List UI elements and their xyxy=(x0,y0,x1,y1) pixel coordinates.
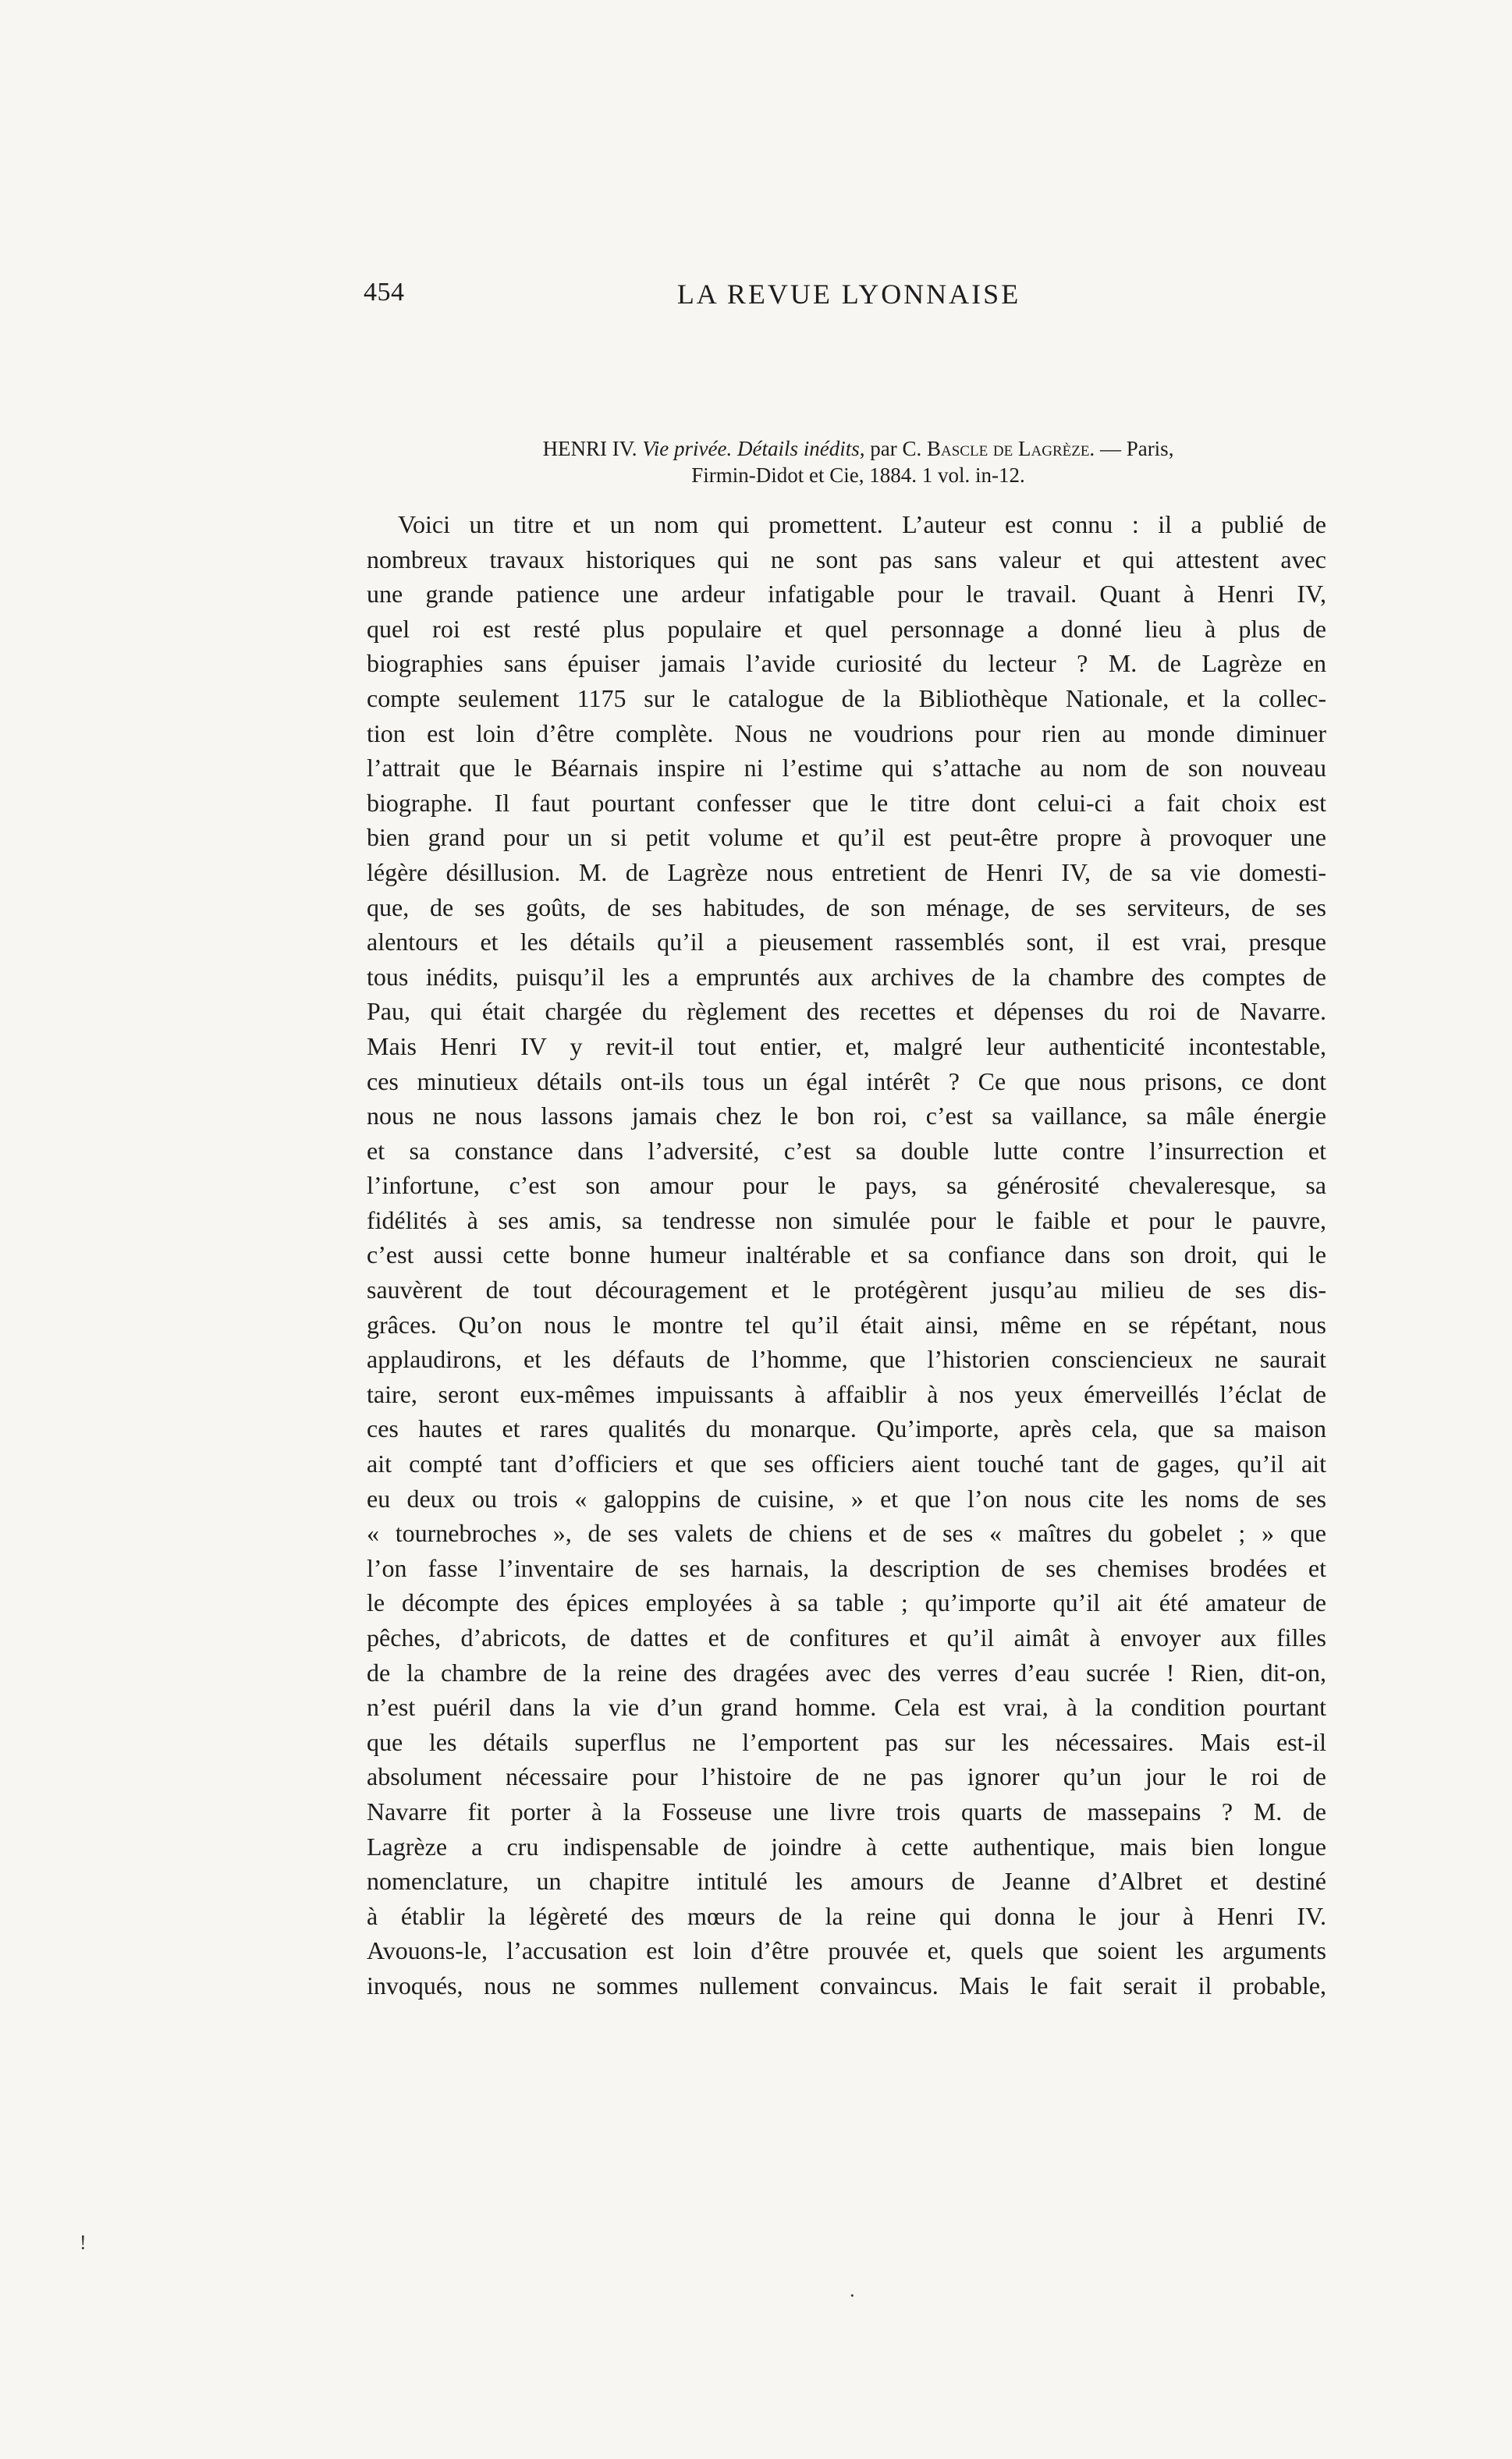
text-line: l’infortune, c’est son amour pour le pays, sa générosité chevaleresque, sa xyxy=(367,1171,1326,1200)
text-line: ces hautes et rares qualités du monarque. Qu’importe, après cela, que sa maison xyxy=(367,1414,1326,1443)
text-line: « tournebroches », de ses valets de chiens et de ses « maîtres du gobelet ; » que xyxy=(367,1519,1326,1548)
page-number: 454 xyxy=(364,278,405,307)
text-line: Lagrèze a cru indispensable de joindre à cette authentique, mais bien longue xyxy=(367,1832,1326,1861)
text-line: ait compté tant d’officiers et que ses officiers aient touché tant de gages, qu’il ait xyxy=(367,1449,1326,1478)
text-line: applaudirons, et les défauts de l’homme, que l’historien consciencieux ne saurait xyxy=(367,1345,1326,1374)
text-line: alentours et les détails qu’il a pieusement rassemblés sont, il est vrai, presque xyxy=(367,928,1326,956)
text-line: à établir la légèreté des mœurs de la reine qui donna le jour à Henri IV. xyxy=(367,1901,1326,1930)
running-title: LA REVUE LYONNAISE xyxy=(676,279,1021,310)
text-line: fidélités à ses amis, sa tendresse non simulée pour le faible et pour le pauvre, xyxy=(367,1205,1326,1234)
text-line: absolument nécessaire pour l’histoire de ne pas ignorer qu’un jour le roi de xyxy=(367,1762,1326,1791)
text-line: de la chambre de la reine des dragées avec des verres d’eau sucrée ! Rien, dit-on, xyxy=(367,1658,1326,1687)
text-line: bien grand pour un si petit volume et qu’il est peut-être propre à provoquer une xyxy=(367,823,1326,852)
text-line: Avouons-le, l’accusation est loin d’être prouvée et, quels que soient les arguments xyxy=(367,1936,1326,1965)
text-line: biographe. Il faut pourtant confesser que le titre dont celui-ci a fait choix est xyxy=(367,788,1326,817)
text-line: une grande patience une ardeur infatigable pour le travail. Quant à Henri IV, xyxy=(367,580,1326,609)
biblio-author: HENRI IV. xyxy=(542,437,637,460)
biblio-line-2: Firmin-Didot et Cie, 1884. 1 vol. in-12. xyxy=(691,463,1025,487)
review-body xyxy=(367,507,1326,2003)
page-header xyxy=(364,278,1334,325)
biblio-by: par xyxy=(870,437,897,460)
text-line: grâces. Qu’on nous le montre tel qu’il était ainsi, même en se répétant, nous xyxy=(367,1310,1326,1339)
text-line: quel roi est resté plus populaire et quel personnage a donné lieu à plus de xyxy=(367,614,1326,643)
text-line: nombreux travaux historiques qui ne sont pas sans valeur et qui attestent avec xyxy=(367,545,1326,573)
biblio-title: Vie privée. Détails inédits, xyxy=(642,437,865,460)
text-line: Pau, qui était chargée du règlement des recettes et dépenses du roi de Navarre. xyxy=(367,997,1326,1026)
bibliographic-reference xyxy=(445,435,1272,488)
text-line: le décompte des épices employées à sa table ; qu’importe qu’il ait été amateur de xyxy=(367,1588,1326,1617)
text-line: biographies sans épuiser jamais l’avide curiosité du lecteur ? M. de Lagrèze en xyxy=(367,649,1326,678)
text-line: ces minutieux détails ont-ils tous un égal intérêt ? Ce que nous prisons, ce dont xyxy=(367,1066,1326,1095)
text-line: légère désillusion. M. de Lagrèze nous entretient de Henri IV, de sa vie domesti- xyxy=(367,857,1326,886)
biblio-initial: C. xyxy=(902,437,922,460)
text-line: nous ne nous lassons jamais chez le bon roi, c’est sa vaillance, sa mâle énergie xyxy=(367,1102,1326,1130)
text-line: pêches, d’abricots, de dattes et de confitures et qu’il aimât à envoyer aux filles xyxy=(367,1623,1326,1652)
text-line: taire, seront eux-mêmes impuissants à affaiblir à nos yeux émerveillés l’éclat de xyxy=(367,1379,1326,1408)
biblio-line-1 xyxy=(445,435,1272,462)
text-line: et sa constance dans l’adversité, c’est sa double lutte contre l’insurrection et xyxy=(367,1136,1326,1165)
text-line: sauvèrent de tout découragement et le protégèrent jusqu’au milieu de ses dis- xyxy=(367,1276,1326,1304)
text-line: l’attrait que le Béarnais inspire ni l’estime qui s’attache au nom de son nouveau xyxy=(367,754,1326,782)
text-line: que les détails superflus ne l’emportent pas sur les nécessaires. Mais est-il xyxy=(367,1727,1326,1756)
text-line: invoqués, nous ne sommes nullement convaincus. Mais le fait serait il probable, xyxy=(367,1971,1326,1999)
text-line: c’est aussi cette bonne humeur inaltérable et sa confiance dans son droit, qui le xyxy=(367,1240,1326,1269)
margin-mark: ǃ xyxy=(80,2231,87,2254)
text-line: compte seulement 1175 sur le catalogue de la Bibliothèque Nationale, et la collec- xyxy=(367,683,1326,712)
text-line: eu deux ou trois « galoppins de cuisine, » et que l’on nous cite les noms de ses xyxy=(367,1484,1326,1513)
text-line: n’est puéril dans la vie d’un grand homme. Cela est vrai, à la condition pourtant xyxy=(367,1693,1326,1722)
text-line: nomenclature, un chapitre intitulé les amours de Jeanne d’Albret et destiné xyxy=(367,1867,1326,1896)
text-line: tion est loin d’être complète. Nous ne voudrions pour rien au monde diminuer xyxy=(367,719,1326,747)
text-line: Navarre fit porter à la Fosseuse une livre trois quarts de massepains ? M. de xyxy=(367,1797,1326,1826)
biblio-name: Bascle de Lagrèze. xyxy=(927,437,1095,460)
text-line: Voici un titre et un nom qui promettent. L’auteur est connu : il a publié de xyxy=(398,510,1326,538)
stray-mark: · xyxy=(849,2284,856,2307)
biblio-place: — Paris, xyxy=(1099,437,1174,460)
text-line: l’on fasse l’inventaire de ses harnais, la description de ses chemises brodées et xyxy=(367,1553,1326,1582)
text-line: que, de ses goûts, de ses habitudes, de son ménage, de ses serviteurs, de ses xyxy=(367,892,1326,921)
text-line: tous inédits, puisqu’il les a empruntés aux archives de la chambre des comptes de xyxy=(367,962,1326,991)
text-line: Mais Henri IV y revit-il tout entier, et, malgré leur authenticité incontestable, xyxy=(367,1031,1326,1060)
